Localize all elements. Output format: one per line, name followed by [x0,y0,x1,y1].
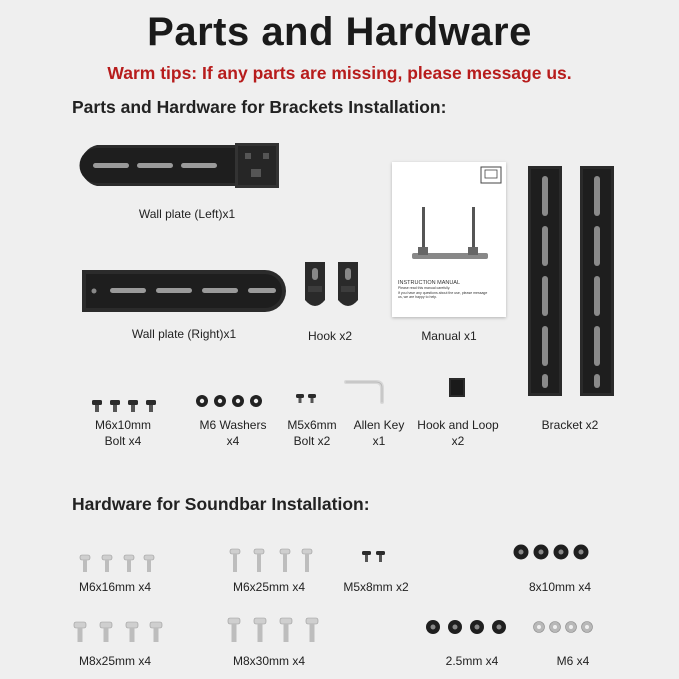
m6-silver-washer-label: M6 x4 [556,654,590,668]
m8x25-screw-label: M8x25mm x4 [78,654,152,668]
manual-cover-line-2: If you have any questions about the use, please message [398,290,488,295]
m6x10-bolt-image [90,398,160,414]
m5x6-bolt-label-line-1: M5x6mm [287,418,337,432]
m6x16-screw-label: M6x16mm x4 [78,580,152,594]
wall-plate-left-label: Wall plate (Left)x1 [138,207,236,221]
m5x6-bolt-label [280,417,344,449]
allen-key-image [344,378,386,404]
m8x30-screw-image [226,616,322,644]
page-title: Parts and Hardware [147,10,532,54]
bracket-image [526,166,626,398]
manual-illustration [412,207,488,267]
hook-and-loop-label-line-1: Hook and Loop [417,418,499,432]
wall-plate-left-image [75,143,280,188]
m6-washers-label [192,417,274,449]
manual-label: Manual x1 [421,329,477,343]
m5x6-bolt-image [294,393,320,405]
hook-and-loop-image [448,377,468,399]
hook-label: Hook x2 [307,329,353,343]
2-5mm-spacer-image [424,618,510,636]
m6x10-bolt-label [88,417,158,449]
bracket-label: Bracket x2 [541,418,599,432]
brackets-section-title: Parts and Hardware for Brackets Installation: [72,97,447,117]
m6x10-bolt-label-line-1: M6x10mm [94,418,151,432]
manual-image [392,162,506,317]
wall-plate-right-image [82,270,287,312]
m5x8-screw-image [360,550,390,564]
m6-washers-image [194,393,269,409]
soundbar-section-title: Hardware for Soundbar Installation: [72,494,370,514]
2-5mm-spacer-label: 2.5mm x4 [445,654,499,668]
m6x25-screw-image [228,547,318,575]
m6-washers-label-line-1: M6 Washers [199,418,267,432]
m6x25-screw-label: M6x25mm x4 [232,580,306,594]
manual-cover-line-1: Please read this manual carefully. [398,286,451,290]
allen-key-label [344,417,414,449]
8x10-spacer-label: 8x10mm x4 [528,580,592,594]
warm-tips: Warm tips: If any parts are missing, please message us. [107,63,572,83]
8x10-spacer-image [512,543,590,561]
m8x25-screw-image [72,620,164,644]
hook-and-loop-label-line-2: x2 [451,434,465,448]
allen-key-label-line-1: Allen Key [353,418,405,432]
manual-cover-line-3: us, we are happy to help. [398,295,438,299]
manual-cover-title: INSTRUCTION MANUAL [398,280,461,286]
hook-image [303,262,363,312]
m6-silver-washer-image [532,620,594,634]
m5x6-bolt-label-line-2: Bolt x2 [293,434,331,448]
wall-plate-right-label: Wall plate (Right)x1 [131,327,237,341]
allen-key-label-line-2: x1 [372,434,386,448]
m5x8-screw-label: M5x8mm x2 [343,580,409,594]
m6x16-screw-image [78,553,158,575]
tv-icon [480,166,502,184]
hook-and-loop-label [412,417,504,449]
m6x10-bolt-label-line-2: Bolt x4 [104,434,142,448]
m6-washers-label-line-2: x4 [226,434,240,448]
m8x30-screw-label: M8x30mm x4 [232,654,306,668]
